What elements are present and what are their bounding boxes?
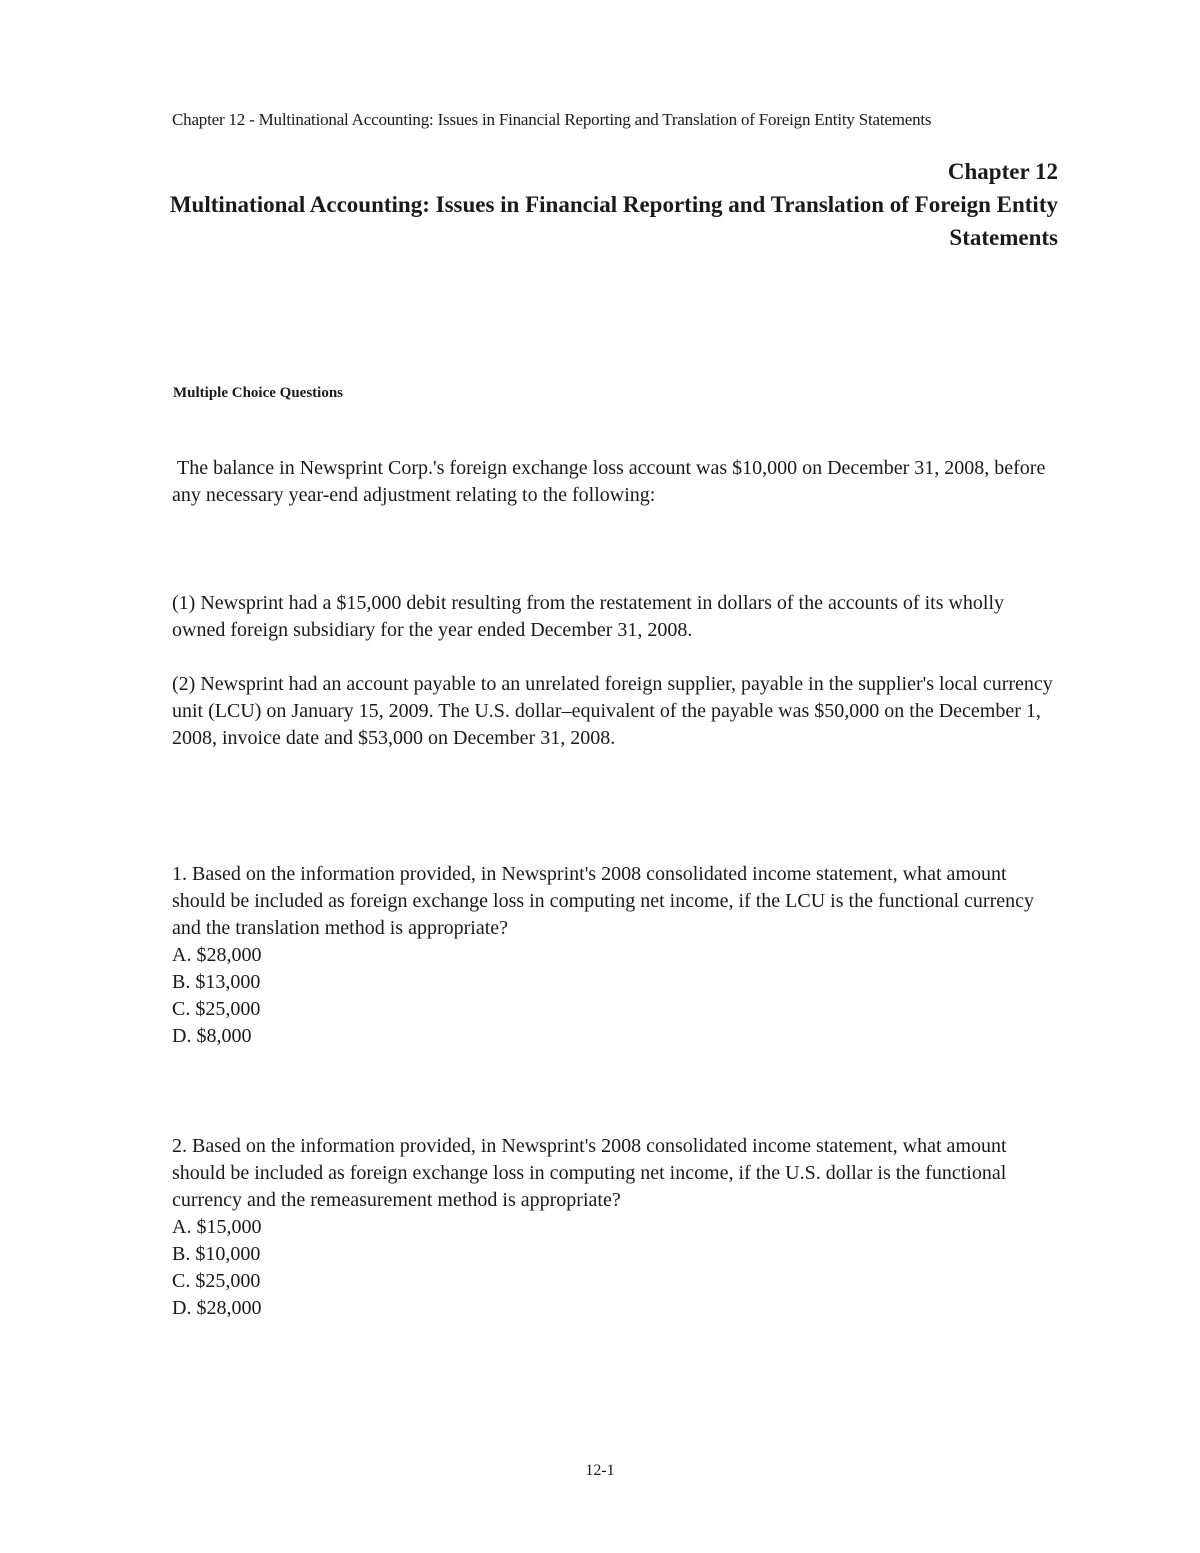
answer-option-a: A. $15,000 [172,1216,262,1238]
answer-option-d: D. $28,000 [172,1297,262,1319]
answer-option-d: D. $8,000 [172,1025,252,1047]
question-text: 1. Based on the information provided, in Newsprint's 2008 consolidated income statement, what amount should be included as foreign exchange loss in computing net income, if the LCU is the functional currency and the translation method is appropriate? [172,863,1034,939]
answer-option-c: C. $25,000 [172,998,261,1020]
answer-option-c: C. $25,000 [172,1270,261,1292]
fact-paragraph-2: (2) Newsprint had an account payable to an unrelated foreign supplier, payable in the supplier's local currency unit (LCU) on January 15, 2009. The U.S. dollar–equivalent of the payable was $50,000 on the December 1, 2008, invoice date and $53,000 on December 31, 2008. [172,673,1053,749]
answer-option-b: B. $10,000 [172,1243,261,1265]
question-1 [172,861,1062,1050]
intro-text: The balance in Newsprint Corp.'s foreign exchange loss account was $10,000 on December 31, 2008, before any necessary year-end adjustment relating to the following: [172,457,1046,506]
page-number: 12-1 [585,1462,615,1479]
question-2 [172,1133,1062,1322]
section-label: Multiple Choice Questions [173,385,344,401]
answer-option-b: B. $13,000 [172,971,261,993]
answer-options [172,942,1062,1050]
answer-options [172,1214,1062,1322]
answer-option-a: A. $28,000 [172,944,262,966]
chapter-number: Chapter 12 [947,159,1058,184]
chapter-heading [160,155,1058,254]
question-text: 2. Based on the information provided, in Newsprint's 2008 consolidated income statement, what amount should be included as foreign exchange loss in computing net income, if the U.S. dollar is the functional currency and the remeasurement method is appropriate? [172,1135,1007,1211]
running-header: Chapter 12 - Multinational Accounting: Issues in Financial Reporting and Translation of Foreign Entity Statements [172,110,932,129]
intro-paragraph [172,455,1062,509]
fact-paragraph-1: (1) Newsprint had a $15,000 debit resulting from the restatement in dollars of the accounts of its wholly owned foreign subsidiary for the year ended December 31, 2008. [172,592,1005,641]
chapter-title: Multinational Accounting: Issues in Financial Reporting and Translation of Foreign Entity Statements [169,192,1058,250]
